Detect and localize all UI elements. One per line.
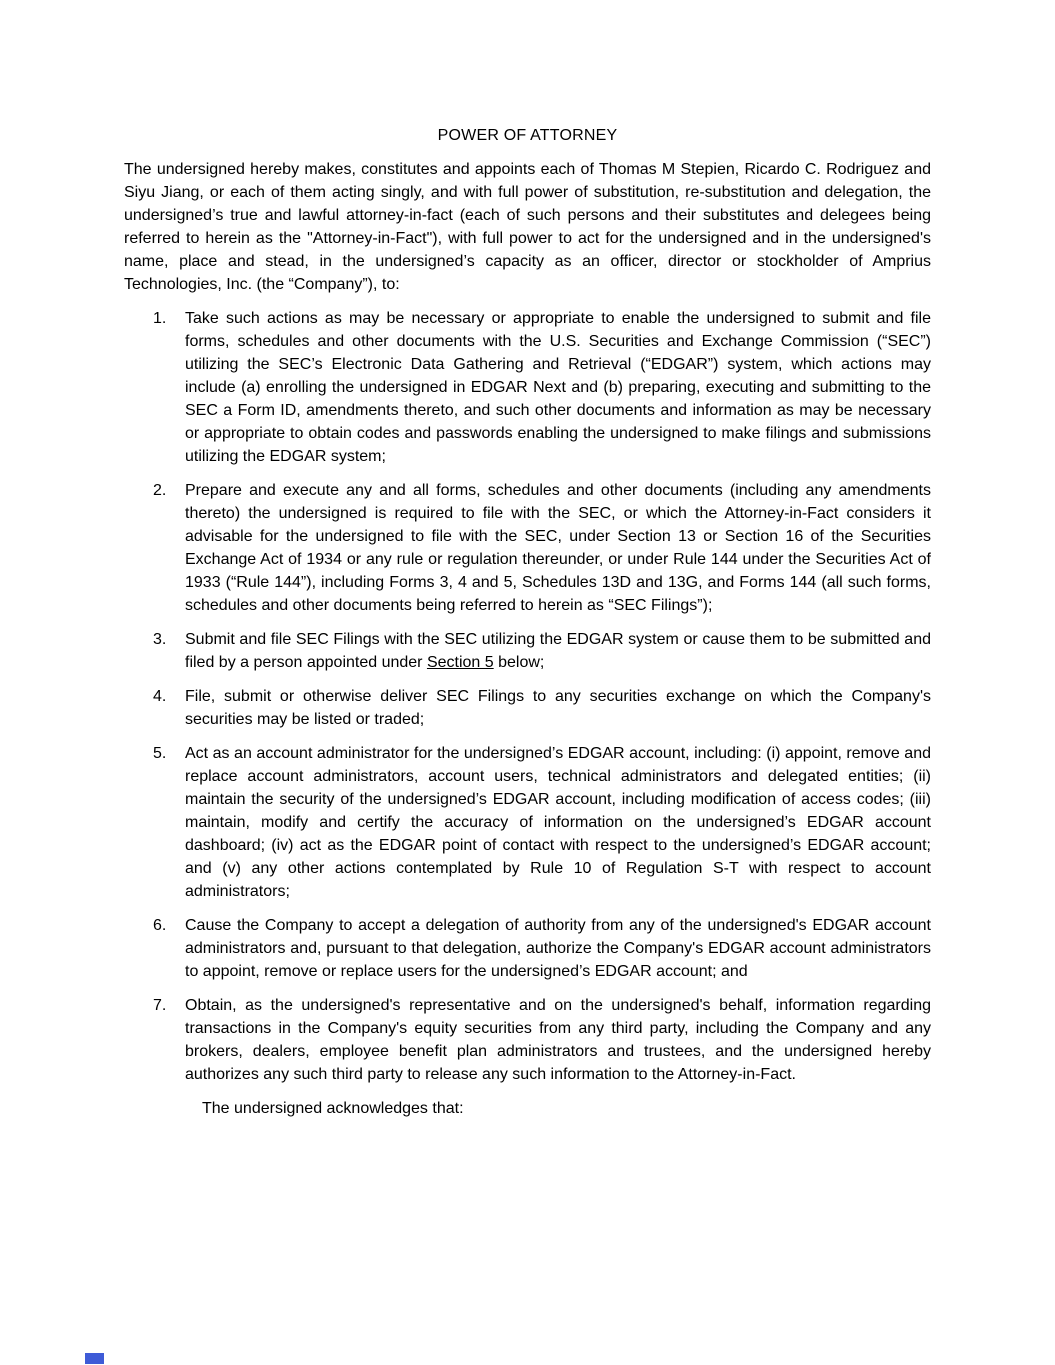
list-item bbox=[124, 307, 931, 468]
list-item-number: 6. bbox=[153, 917, 167, 934]
list-item-text-segment: Submit and file SEC Filings with the SEC utilizing the EDGAR system or cause them to be submitted and filed by a person appointed under bbox=[185, 631, 931, 671]
list-item bbox=[124, 479, 931, 617]
list-item-number: 4. bbox=[153, 688, 167, 705]
list-item-text: Cause the Company to accept a delegation of authority from any of the undersigned's EDGAR account administrators and, pursuant to that delegation, authorize the Company's EDGAR account administrators to appoint, remove or replace users for the undersigned’s EDGAR account; and bbox=[185, 917, 931, 980]
list-item-number: 1. bbox=[153, 310, 167, 327]
list-item bbox=[124, 742, 931, 903]
list-item-text-segment: below; bbox=[493, 654, 545, 671]
section-5-reference: Section 5 bbox=[426, 654, 494, 671]
list-item-number: 3. bbox=[153, 631, 167, 648]
document-title: POWER OF ATTORNEY bbox=[437, 127, 618, 144]
list-item-text: Obtain, as the undersigned's representative and on the undersigned's behalf, information regarding transactions in the Company's equity securities from any third party, including the Company and any brokers, dealers, employee benefit plan administrators and trustees, and the undersigned hereby authorizes any such third party to release any such information to the Attorney-in-Fact. bbox=[185, 997, 931, 1083]
list-item bbox=[124, 628, 931, 674]
numbered-list bbox=[124, 307, 931, 1086]
page-artifact-marker bbox=[85, 1353, 104, 1364]
closing-paragraph: The undersigned acknowledges that: bbox=[202, 1100, 464, 1117]
list-item-text: File, submit or otherwise deliver SEC Filings to any securities exchange on which the Company's securities may be listed or traded; bbox=[185, 688, 931, 728]
list-item-number: 2. bbox=[153, 482, 167, 499]
list-item-number: 5. bbox=[153, 745, 167, 762]
list-item bbox=[124, 914, 931, 983]
list-item-number: 7. bbox=[153, 997, 167, 1014]
list-item-text: Take such actions as may be necessary or appropriate to enable the undersigned to submit and file forms, schedules and other documents with the U.S. Securities and Exchange Commission (“SEC”) utilizing the SEC’s Electronic Data Gathering and Retrieval (“EDGAR”) system, which actions may include (a) enrolling the undersigned in EDGAR Next and (b) preparing, executing and submitting to the SEC a Form ID, amendments thereto, and such other documents and information as may be necessary or appropriate to obtain codes and passwords enabling the undersigned to make filings and submissions utilizing the EDGAR system; bbox=[185, 310, 931, 465]
intro-paragraph: The undersigned hereby makes, constitutes and appoints each of Thomas M Stepien, Ricardo C. Rodriguez and Siyu Jiang, or each of them acting singly, and with full power of substitution, re-substitution and delegation, the undersigned’s true and lawful attorney-in-fact (each of such persons and their substitutes and delegees being referred to herein as the "Attorney-in-Fact"), with full power to act for the undersigned and in the undersigned's name, place and stead, in the undersigned’s capacity as an officer, director or stockholder of Amprius Technologies, Inc. (the “Company”), to: bbox=[124, 161, 931, 293]
list-item bbox=[124, 994, 931, 1086]
list-item-text: Prepare and execute any and all forms, schedules and other documents (including any amendments thereto) the undersigned is required to file with the SEC, or which the Attorney-in-Fact considers it advisable for the undersigned to file with the SEC, under Section 13 or Section 16 of the Securities Exchange Act of 1934 or any rule or regulation thereunder, or under Rule 144 under the Securities Act of 1933 (“Rule 144”), including Forms 3, 4 and 5, Schedules 13D and 13G, and Forms 144 (all such forms, schedules and other documents being referred to herein as “SEC Filings”); bbox=[185, 482, 931, 614]
list-item-text bbox=[185, 628, 931, 674]
list-item bbox=[124, 685, 931, 731]
list-item-text: Act as an account administrator for the undersigned’s EDGAR account, including: (i) appoint, remove and replace account administrators, account users, technical administrators and delegated entities; (ii) maintain the security of the undersigned’s EDGAR account, including modification of access codes; (iii) maintain, modify and certify the accuracy of information on the undersigned’s EDGAR account dashboard; (iv) act as the EDGAR point of contact with respect to the undersigned’s EDGAR account; and (v) any other actions contemplated by Rule 10 of Regulation S-T with respect to account administrators; bbox=[185, 745, 931, 900]
